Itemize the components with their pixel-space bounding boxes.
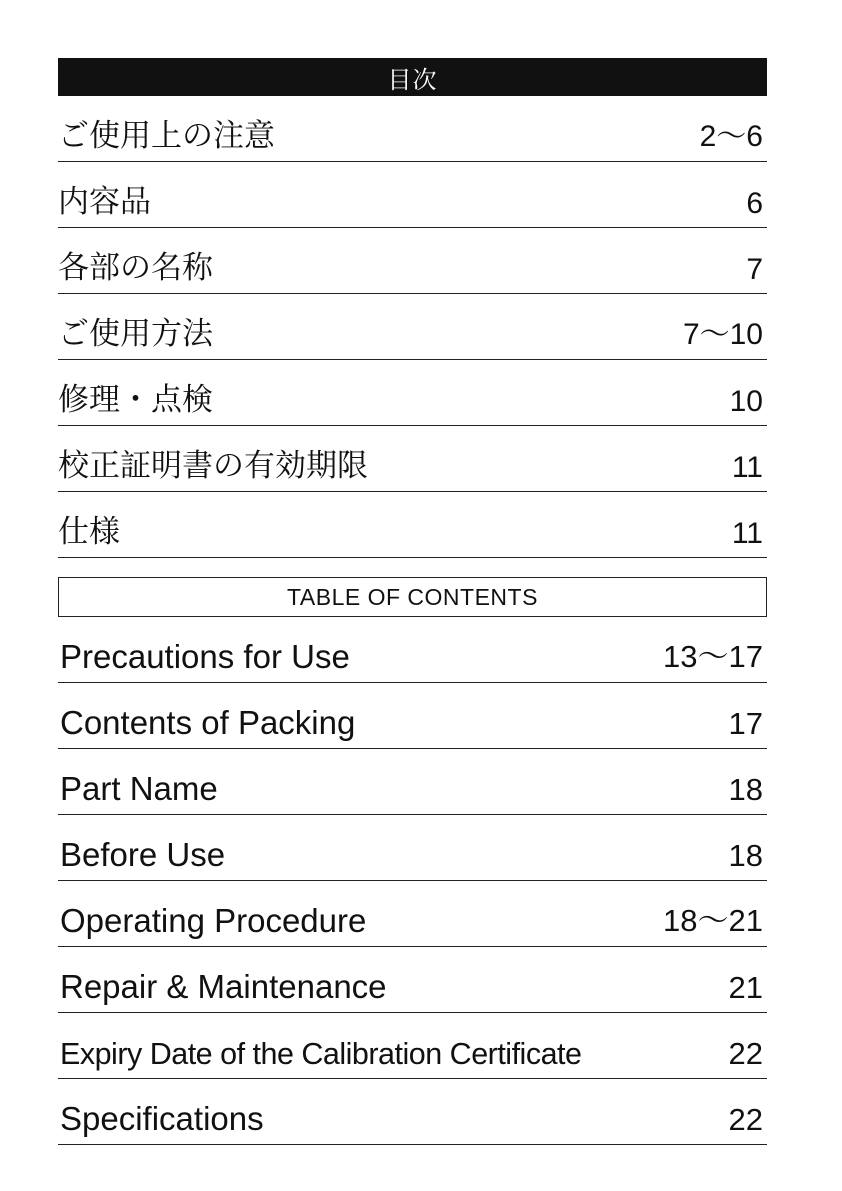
- toc-entry-pages: 21: [728, 970, 763, 1005]
- toc-entry-title: Contents of Packing: [60, 704, 356, 741]
- toc-entry: [58, 162, 767, 228]
- toc-entry-title: Before Use: [60, 836, 226, 873]
- toc-entry-title: Part Name: [60, 770, 218, 807]
- toc-entry: [58, 426, 767, 492]
- toc-entry: [58, 492, 767, 558]
- toc-entry: [58, 815, 767, 881]
- toc-entry-pages: 7〜10: [682, 318, 763, 351]
- toc-entry: [58, 294, 767, 360]
- toc-entry-pages: 18: [728, 772, 763, 807]
- toc-entry-title: ご使用上の注意: [58, 118, 275, 154]
- toc-entry-title: Repair & Maintenance: [60, 968, 387, 1005]
- toc-entry-title: 各部の名称: [58, 250, 213, 286]
- toc-entry-title: 修理・点検: [58, 382, 213, 418]
- toc-entry-title: Specifications: [60, 1100, 264, 1137]
- toc-entry: [58, 360, 767, 426]
- toc-entry-pages: 11: [731, 517, 763, 550]
- toc-entry: [58, 947, 767, 1013]
- toc-entry: [58, 96, 767, 162]
- toc-entry-pages: 7: [746, 253, 763, 286]
- toc-entry-title: 校正証明書の有効期限: [58, 448, 368, 484]
- toc-entry: [58, 1079, 767, 1145]
- table-of-contents-page: [58, 58, 767, 1145]
- toc-entry-title: Precautions for Use: [60, 638, 350, 675]
- toc-entry-pages: 2〜6: [699, 120, 763, 153]
- toc-entry: [58, 617, 767, 683]
- jp-toc-heading: [58, 58, 767, 96]
- toc-entry: [58, 749, 767, 815]
- toc-entry-pages: 18〜21: [663, 903, 763, 938]
- toc-entry-pages: 13〜17: [663, 639, 763, 674]
- en-toc-heading: [58, 577, 767, 617]
- toc-entry: [58, 683, 767, 749]
- toc-entry-title: Expiry Date of the Calibration Certificate: [60, 1037, 582, 1071]
- toc-entry-pages: 10: [729, 385, 763, 418]
- toc-entry-title: 仕様: [58, 514, 120, 550]
- jp-toc-heading-text: 目次: [387, 65, 438, 94]
- toc-entry: [58, 228, 767, 294]
- toc-entry-pages: 6: [746, 187, 763, 220]
- toc-entry-pages: 22: [728, 1036, 763, 1071]
- toc-entry-pages: 22: [728, 1102, 763, 1137]
- toc-entry-pages: 18: [728, 838, 763, 873]
- toc-entry-title: ご使用方法: [58, 316, 213, 352]
- toc-entry: [58, 1013, 767, 1079]
- toc-entry-title: 内容品: [58, 184, 151, 220]
- toc-entry-pages: 11: [731, 451, 763, 484]
- toc-entry-pages: 17: [728, 706, 763, 741]
- toc-entry-title: Operating Procedure: [60, 902, 367, 939]
- en-toc-heading-text: TABLE OF CONTENTS: [287, 583, 538, 610]
- toc-entry: [58, 881, 767, 947]
